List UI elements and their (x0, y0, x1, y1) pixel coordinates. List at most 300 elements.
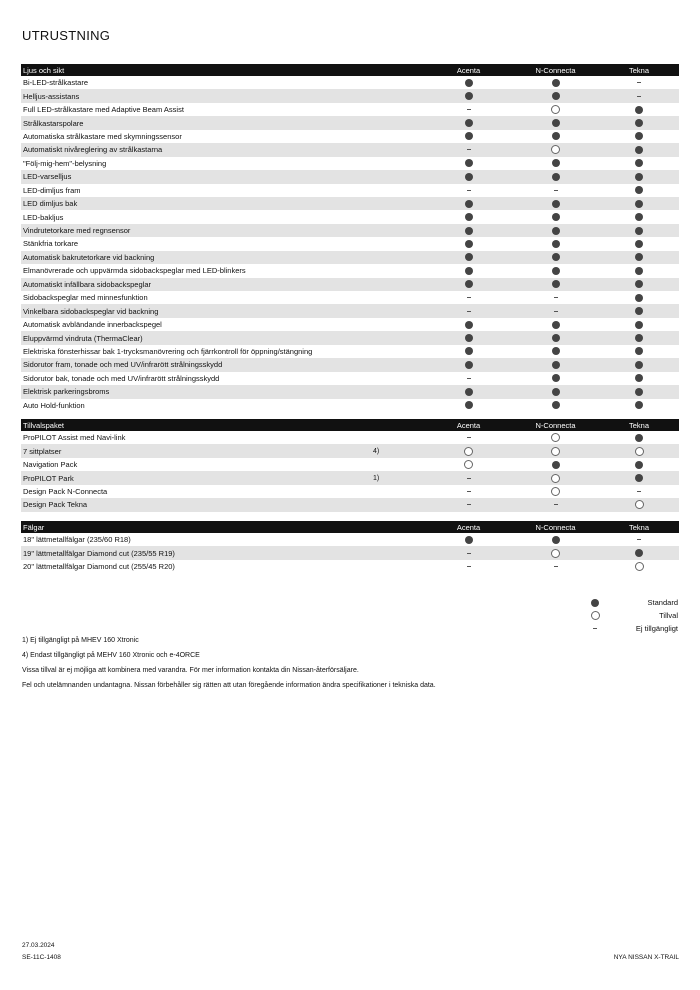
standard-dot-icon (552, 159, 560, 167)
table-row (21, 358, 679, 371)
feature-label: Automatiskt nivåreglering av strålkastarna (23, 145, 163, 155)
availability-cell (599, 227, 679, 235)
availability-cell (425, 491, 512, 492)
not-available-dash-icon (637, 491, 641, 492)
feature-label: Elektriska fönsterhissar bak 1-trycksmanövrering och fjärrkontroll för öppning/stängning (23, 346, 313, 356)
feature-label: Vindrutetorkare med regnsensor (23, 226, 131, 236)
column-header: N-Connecta (535, 522, 576, 532)
section-title: Ljus och sikt (23, 65, 65, 75)
standard-dot-icon (465, 280, 473, 288)
feature-label: Automatiska strålkastare med skymningssensor (23, 131, 182, 141)
standard-dot-icon (635, 106, 643, 114)
table-row (21, 143, 679, 156)
standard-dot-icon (552, 347, 560, 355)
availability-cell (512, 433, 599, 442)
standard-dot-icon (635, 280, 643, 288)
table-row (21, 318, 679, 331)
standard-dot-icon (465, 132, 473, 140)
availability-cell (425, 536, 512, 544)
standard-dot-icon (635, 474, 643, 482)
standard-dot-icon (552, 461, 560, 469)
availability-cell (599, 267, 679, 275)
table-row (21, 197, 679, 210)
not-available-dash-icon (637, 96, 641, 97)
availability-cell (512, 504, 599, 505)
availability-cell (512, 297, 599, 298)
standard-dot-icon (465, 536, 473, 544)
standard-dot-icon (635, 146, 643, 154)
table-row (21, 264, 679, 277)
availability-cell (512, 132, 599, 140)
availability-cell (599, 159, 679, 167)
legend-item (588, 622, 678, 635)
standard-dot-icon (465, 119, 473, 127)
standard-dot-icon (635, 173, 643, 181)
table-row (21, 116, 679, 129)
table-row (21, 372, 679, 385)
availability-cell (599, 200, 679, 208)
footnote: Fel och utelämnanden undantagna. Nissan förbehåller sig rätten att utan föregående information ändra specifikationer i tekniska data. (22, 682, 436, 689)
table-row (21, 498, 679, 511)
standard-dot-icon (635, 388, 643, 396)
table-row (21, 431, 679, 444)
availability-cell (512, 190, 599, 191)
feature-label: Navigation Pack (23, 460, 78, 470)
availability-cell (599, 474, 679, 482)
availability-cell (599, 388, 679, 396)
availability-cell (425, 190, 512, 191)
availability-cell (425, 504, 512, 505)
availability-cell (512, 159, 599, 167)
standard-dot-icon (635, 227, 643, 235)
column-header: Tekna (628, 420, 649, 430)
availability-cell (599, 562, 679, 571)
standard-dot-icon (552, 401, 560, 409)
feature-label: Automatiskt infällbara sidobackspeglar (23, 279, 151, 289)
standard-dot-icon (591, 599, 599, 607)
availability-cell (599, 82, 679, 83)
not-available-dash-icon (467, 437, 471, 438)
availability-cell (599, 294, 679, 302)
standard-dot-icon (465, 92, 473, 100)
availability-cell (599, 213, 679, 221)
availability-cell (425, 478, 512, 479)
optional-circle-icon (591, 611, 600, 620)
not-available-dash-icon (467, 149, 471, 150)
standard-dot-icon (635, 307, 643, 315)
availability-cell (512, 253, 599, 261)
optional-circle-icon (635, 447, 644, 456)
availability-cell (425, 347, 512, 355)
standard-dot-icon (635, 240, 643, 248)
feature-label: Sidorutor fram, tonade och med UV/infrarött strålningsskydd (23, 360, 223, 370)
availability-cell (425, 200, 512, 208)
table-row (21, 184, 679, 197)
availability-cell (599, 96, 679, 97)
standard-dot-icon (552, 280, 560, 288)
standard-dot-icon (635, 159, 643, 167)
footnote-ref: 1) (373, 474, 380, 482)
table-row (21, 444, 679, 457)
equipment-table (21, 419, 679, 512)
availability-cell (512, 119, 599, 127)
availability-cell (599, 146, 679, 154)
feature-label: Automatisk avbländande innerbackspegel (23, 320, 162, 330)
availability-cell (599, 173, 679, 181)
availability-cell (512, 347, 599, 355)
not-available-dash-icon (467, 566, 471, 567)
standard-dot-icon (465, 79, 473, 87)
legend-item (588, 596, 678, 609)
table-row (21, 385, 679, 398)
not-available-dash-icon (467, 378, 471, 379)
not-available-dash-icon (637, 82, 641, 83)
standard-dot-icon (552, 253, 560, 261)
feature-label: Sidorutor bak, tonade och med UV/infrarött strålningsskydd (23, 373, 220, 383)
footnotes (22, 637, 436, 697)
not-available-dash-icon (467, 491, 471, 492)
not-available-dash-icon (467, 190, 471, 191)
column-header: Acenta (456, 522, 481, 532)
availability-cell (425, 311, 512, 312)
availability-cell (599, 186, 679, 194)
standard-dot-icon (465, 253, 473, 261)
standard-dot-icon (465, 361, 473, 369)
standard-dot-icon (635, 321, 643, 329)
feature-label: Design Pack Tekna (23, 500, 88, 510)
footnote: 1) Ej tillgängligt på MHEV 160 Xtronic (22, 637, 139, 644)
table-row (21, 157, 679, 170)
standard-dot-icon (635, 213, 643, 221)
standard-dot-icon (465, 173, 473, 181)
standard-dot-icon (465, 401, 473, 409)
availability-cell (599, 491, 679, 492)
section-header (21, 521, 679, 533)
standard-dot-icon (465, 159, 473, 167)
availability-cell (425, 253, 512, 261)
feature-label: LED-varselljus (23, 172, 72, 182)
feature-label: Strålkastarspolare (23, 118, 84, 128)
not-available-dash-icon (467, 504, 471, 505)
optional-circle-icon (551, 447, 560, 456)
availability-cell (512, 173, 599, 181)
footer-date: 27.03.2024 (22, 942, 55, 949)
availability-cell (599, 347, 679, 355)
legend-label: Tillval (659, 611, 678, 620)
standard-dot-icon (552, 240, 560, 248)
standard-dot-icon (635, 549, 643, 557)
standard-dot-icon (552, 227, 560, 235)
standard-dot-icon (635, 401, 643, 409)
not-available-dash-icon (467, 311, 471, 312)
availability-cell (425, 227, 512, 235)
availability-cell (599, 549, 679, 557)
availability-cell (425, 566, 512, 567)
feature-label: 7 sittplatser (23, 446, 62, 456)
availability-cell (599, 280, 679, 288)
feature-label: LED dimljus bak (23, 199, 78, 209)
optional-circle-icon (551, 433, 560, 442)
feature-label: Elmanövrerade och uppvärmda sidobackspeglar med LED-blinkers (23, 266, 246, 276)
availability-cell (512, 227, 599, 235)
availability-cell (599, 307, 679, 315)
optional-circle-icon (551, 105, 560, 114)
availability-cell (512, 401, 599, 409)
legend-item (588, 609, 678, 622)
availability-cell (512, 461, 599, 469)
standard-dot-icon (552, 213, 560, 221)
footnote-ref: 4) (373, 447, 380, 455)
availability-cell (425, 280, 512, 288)
availability-cell (425, 447, 512, 456)
availability-cell (599, 500, 679, 509)
column-header: Tekna (628, 522, 649, 532)
standard-dot-icon (465, 267, 473, 275)
table-row (21, 251, 679, 264)
standard-dot-icon (552, 92, 560, 100)
column-header: Tekna (628, 65, 649, 75)
standard-dot-icon (635, 374, 643, 382)
feature-label: ProPILOT Assist med Navi-link (23, 433, 126, 443)
standard-dot-icon (635, 119, 643, 127)
availability-cell (512, 474, 599, 483)
standard-dot-icon (552, 79, 560, 87)
availability-cell (599, 106, 679, 114)
availability-cell (512, 447, 599, 456)
availability-cell (425, 401, 512, 409)
legend (588, 596, 678, 635)
availability-cell (599, 361, 679, 369)
table-row (21, 458, 679, 471)
optional-circle-icon (464, 447, 473, 456)
optional-circle-icon (551, 549, 560, 558)
standard-dot-icon (552, 200, 560, 208)
equipment-table (21, 64, 679, 412)
standard-dot-icon (465, 200, 473, 208)
availability-cell (512, 105, 599, 114)
table-row (21, 170, 679, 183)
availability-cell (512, 566, 599, 567)
availability-cell (599, 461, 679, 469)
availability-cell (512, 213, 599, 221)
section-title: Tillvalspaket (23, 420, 64, 430)
standard-dot-icon (552, 536, 560, 544)
feature-label: LED-dimljus fram (23, 185, 81, 195)
column-header: N-Connecta (535, 65, 576, 75)
standard-dot-icon (465, 321, 473, 329)
optional-circle-icon (635, 500, 644, 509)
availability-cell (425, 437, 512, 438)
availability-cell (599, 539, 679, 540)
availability-cell (512, 374, 599, 382)
legend-label: Ej tillgängligt (635, 624, 678, 633)
equipment-table (21, 521, 679, 573)
feature-label: 18" lättmetallfälgar (235/60 R18) (23, 535, 131, 545)
availability-cell (425, 267, 512, 275)
availability-cell (425, 361, 512, 369)
not-available-dash-icon (467, 297, 471, 298)
feature-label: Stänkfria torkare (23, 239, 79, 249)
standard-dot-icon (552, 173, 560, 181)
feature-label: Helljus-assistans (23, 91, 80, 101)
feature-label: "Följ-mig-hem"-belysning (23, 158, 107, 168)
feature-label: LED-bakljus (23, 212, 64, 222)
feature-label: 19" lättmetallfälgar Diamond cut (235/55 R19) (23, 548, 175, 558)
availability-cell (425, 109, 512, 110)
feature-label: Automatisk bakrutetorkare vid backning (23, 252, 155, 262)
table-row (21, 291, 679, 304)
page-title: UTRUSTNING (22, 28, 111, 43)
standard-dot-icon (465, 388, 473, 396)
availability-cell (599, 374, 679, 382)
availability-cell (425, 119, 512, 127)
availability-cell (425, 92, 512, 100)
standard-dot-icon (635, 334, 643, 342)
standard-dot-icon (635, 361, 643, 369)
feature-label: Vinkelbara sidobackspeglar vid backning (23, 306, 159, 316)
availability-cell (599, 240, 679, 248)
standard-dot-icon (465, 334, 473, 342)
availability-cell (512, 361, 599, 369)
table-row (21, 76, 679, 89)
availability-cell (425, 173, 512, 181)
not-available-dash-icon (467, 109, 471, 110)
standard-dot-icon (552, 119, 560, 127)
table-row (21, 546, 679, 559)
availability-cell (425, 213, 512, 221)
not-available-dash-icon (637, 539, 641, 540)
standard-dot-icon (635, 294, 643, 302)
availability-cell (599, 132, 679, 140)
section-header (21, 64, 679, 76)
availability-cell (512, 280, 599, 288)
availability-cell (599, 434, 679, 442)
optional-circle-icon (551, 145, 560, 154)
availability-cell (599, 401, 679, 409)
feature-label: Sidobackspeglar med minnesfunktion (23, 293, 148, 303)
not-available-dash-icon (554, 566, 558, 567)
availability-cell (425, 321, 512, 329)
optional-circle-icon (464, 460, 473, 469)
optional-circle-icon (635, 562, 644, 571)
availability-cell (599, 447, 679, 456)
column-header: N-Connecta (535, 420, 576, 430)
table-row (21, 471, 679, 484)
feature-label: ProPILOT Park (23, 473, 74, 483)
not-available-dash-icon (467, 553, 471, 554)
feature-label: Design Pack N-Connecta (23, 486, 108, 496)
feature-label: Eluppvärmd vindruta (ThermaClear) (23, 333, 143, 343)
table-row (21, 560, 679, 573)
feature-label: Elektrisk parkeringsbroms (23, 387, 110, 397)
availability-cell (425, 149, 512, 150)
standard-dot-icon (465, 240, 473, 248)
feature-label: Full LED-strålkastare med Adaptive Beam Assist (23, 105, 184, 115)
availability-cell (512, 549, 599, 558)
table-row (21, 103, 679, 116)
footnote: 4) Endast tillgängligt på MEHV 160 Xtronic och e-4ORCE (22, 652, 200, 659)
footnote: Vissa tillval är ej möjliga att kombinera med varandra. För mer information kontakta din Nissan-återförsäljare. (22, 667, 359, 674)
standard-dot-icon (552, 132, 560, 140)
availability-cell (512, 321, 599, 329)
availability-cell (512, 536, 599, 544)
availability-cell (512, 92, 599, 100)
availability-cell (425, 297, 512, 298)
availability-cell (425, 378, 512, 379)
not-available-dash-icon (467, 478, 471, 479)
availability-cell (512, 267, 599, 275)
table-row (21, 224, 679, 237)
table-row (21, 210, 679, 223)
footer-model: NYA NISSAN X-TRAIL (613, 954, 679, 961)
table-row (21, 304, 679, 317)
availability-cell (599, 119, 679, 127)
footer-code: SE-11C-1408 (22, 954, 61, 961)
table-row (21, 237, 679, 250)
standard-dot-icon (552, 334, 560, 342)
not-available-dash-icon (593, 628, 597, 629)
legend-label: Standard (647, 598, 678, 607)
feature-label: Bi-LED-strålkastare (23, 78, 89, 88)
availability-cell (512, 334, 599, 342)
optional-circle-icon (551, 487, 560, 496)
table-row (21, 345, 679, 358)
feature-label: 20" lättmetallfälgar Diamond cut (255/45 R20) (23, 562, 175, 572)
standard-dot-icon (635, 186, 643, 194)
availability-cell (425, 388, 512, 396)
section-header (21, 419, 679, 431)
table-row (21, 485, 679, 498)
standard-dot-icon (635, 200, 643, 208)
availability-cell (425, 132, 512, 140)
standard-dot-icon (552, 374, 560, 382)
standard-dot-icon (635, 253, 643, 261)
availability-cell (512, 200, 599, 208)
availability-cell (512, 79, 599, 87)
optional-circle-icon (551, 474, 560, 483)
feature-label: Auto Hold-funktion (23, 400, 85, 410)
not-available-dash-icon (554, 311, 558, 312)
standard-dot-icon (552, 321, 560, 329)
availability-cell (425, 240, 512, 248)
availability-cell (425, 334, 512, 342)
availability-cell (425, 460, 512, 469)
column-header: Acenta (456, 420, 481, 430)
availability-cell (599, 321, 679, 329)
standard-dot-icon (465, 213, 473, 221)
table-row (21, 89, 679, 102)
not-available-dash-icon (554, 190, 558, 191)
table-row (21, 130, 679, 143)
standard-dot-icon (635, 267, 643, 275)
section-title: Fälgar (23, 522, 45, 532)
standard-dot-icon (635, 132, 643, 140)
availability-cell (599, 253, 679, 261)
standard-dot-icon (552, 388, 560, 396)
standard-dot-icon (635, 347, 643, 355)
column-header: Acenta (456, 65, 481, 75)
not-available-dash-icon (554, 504, 558, 505)
table-row (21, 278, 679, 291)
availability-cell (599, 334, 679, 342)
table-row (21, 399, 679, 412)
standard-dot-icon (465, 347, 473, 355)
standard-dot-icon (635, 434, 643, 442)
table-row (21, 331, 679, 344)
availability-cell (512, 240, 599, 248)
availability-cell (512, 311, 599, 312)
availability-cell (512, 388, 599, 396)
